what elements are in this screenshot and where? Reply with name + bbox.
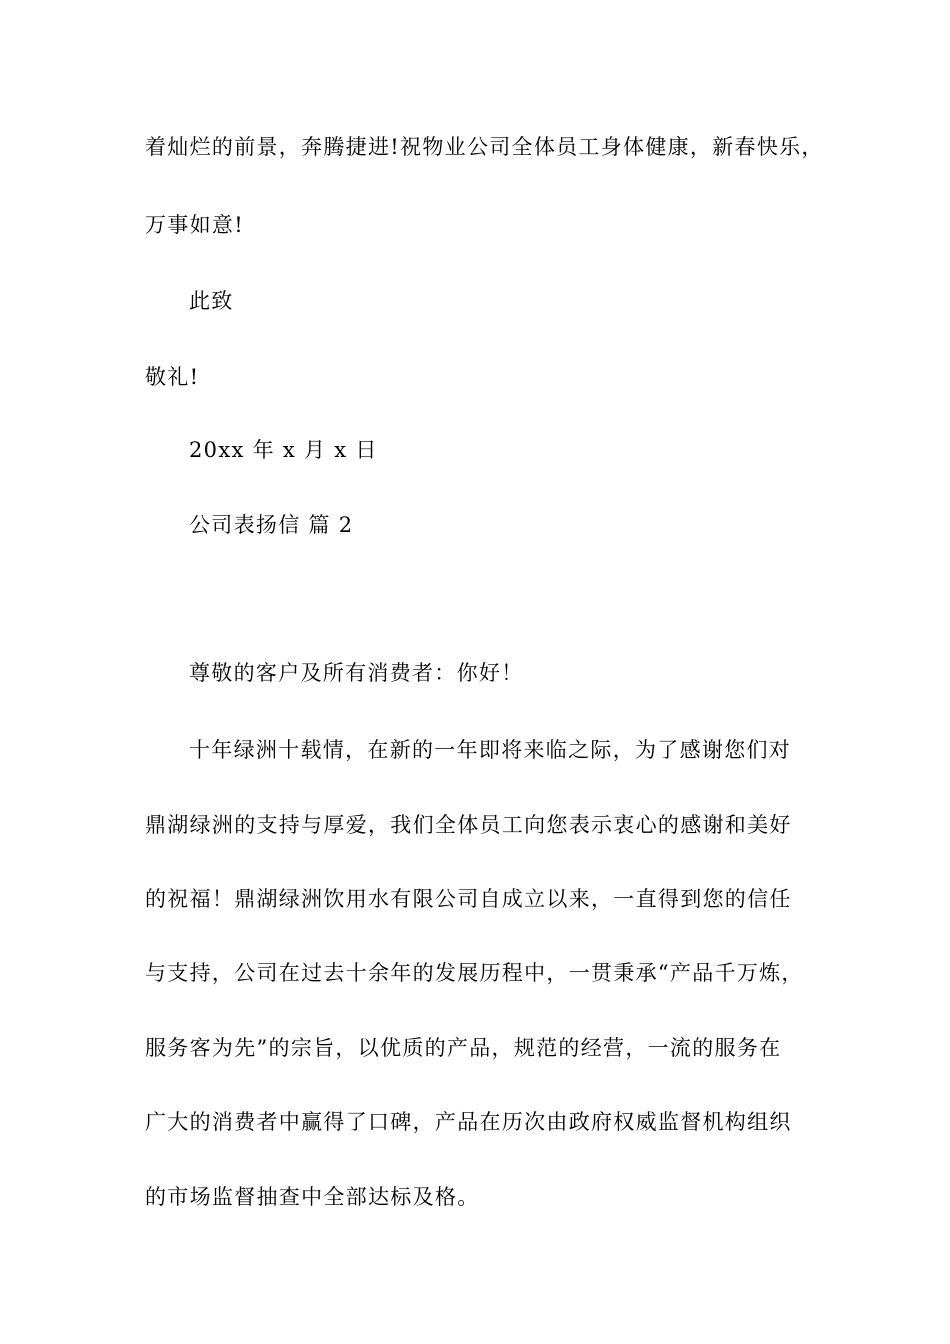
closing-regards: 敬礼! [145, 365, 200, 389]
date-line: 20xx 年 x 月 x 日 [189, 438, 378, 462]
paragraph-line: 十年绿洲十载情，在新的一年即将来临之际，为了感谢您们对 [189, 738, 792, 762]
paragraph-line: 着灿烂的前景，奔腾捷进!祝物业公司全体员工身体健康，新春快乐， [145, 135, 824, 159]
paragraph-line: 的祝福！鼎湖绿洲饮用水有限公司自成立以来，一直得到您的信任 [145, 887, 792, 911]
paragraph-line: 服务客为先”的宗旨，以优质的产品，规范的经营，一流的服务在 [145, 1036, 782, 1060]
paragraph-line: 万事如意! [145, 213, 244, 237]
paragraph-line: 广大的消费者中赢得了口碑，产品在历次由政府权威监督机构组织 [145, 1110, 792, 1134]
paragraph-line: 与支持，公司在过去十余年的发展历程中，一贯秉承“产品千万炼， [145, 961, 804, 985]
section-heading: 公司表扬信 篇 2 [189, 513, 354, 537]
paragraph-line: 的市场监督抽查中全部达标及格。 [145, 1185, 480, 1209]
closing-salutation: 此致 [189, 289, 234, 313]
greeting-line: 尊敬的客户及所有消费者：你好！ [189, 661, 524, 685]
paragraph-line: 鼎湖绿洲的支持与厚爱，我们全体员工向您表示衷心的感谢和美好 [145, 813, 792, 837]
